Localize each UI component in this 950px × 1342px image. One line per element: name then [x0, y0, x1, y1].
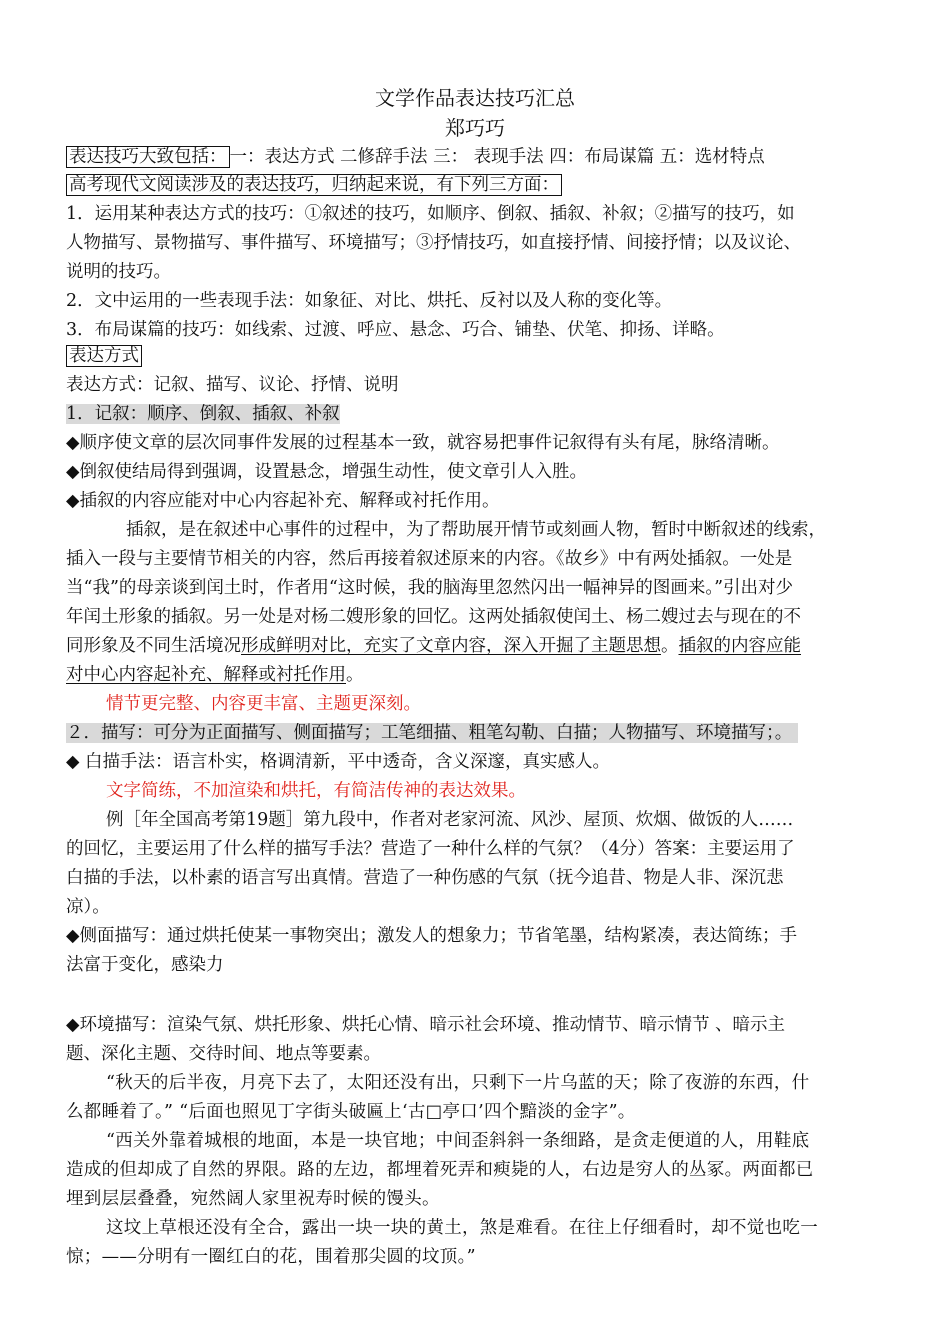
- example-line-3: 白描的手法，以朴素的语言写出真情。营造了一种伤感的气氛（抚今追昔、物是人非、深沉悲: [66, 868, 784, 888]
- insert-para-line-5: 同形象及不同生活境况形成鲜明对比，充实了文章内容，深入开掘了主题思想。插叙的内容应能: [66, 636, 801, 656]
- example-line-4: 凉）。: [66, 897, 110, 917]
- narration-bullet-1: ◆顺序使文章的层次同事件发展的过程基本一致，就容易把事件记叙得有头有尾，脉络清晰。: [66, 433, 780, 453]
- env-desc-line-2: 题、深化主题、交待时间、地点等要素。: [66, 1044, 381, 1064]
- quote-3-line-1: 这坟上草根还没有全合，露出一块一块的黄土，煞是难看。在往上仔细看时，却不觉也吃一: [106, 1218, 818, 1238]
- point-2: 2．文中运用的一些表现手法：如象征、对比、烘托、反衬以及人称的变化等。: [66, 291, 673, 311]
- insert-summary-red: 情节更完整、内容更丰富、主题更深刻。: [106, 694, 421, 714]
- gaokao-intro: 高考现代文阅读涉及的表达技巧，归纳起来说，有下列三方面：: [66, 172, 562, 198]
- narration-bullet-3: ◆插叙的内容应能对中心内容起补充、解释或衬托作用。: [66, 491, 500, 511]
- side-desc-line-1: ◆侧面描写：通过烘托使某一事物突出；激发人的想象力；节省笔墨，结构紧凑，表达简练；手: [66, 926, 797, 946]
- side-desc-line-2: 法富于变化，感染力: [66, 955, 224, 975]
- insert-para-line-4: 年闰土形象的插叙。另一处是对杨二嫂形象的回忆。这两处插叙使闰土、杨二嫂过去与现在的不: [66, 607, 801, 627]
- insert-para-line-6: 对中心内容起补充、解释或衬托作用。: [66, 665, 364, 685]
- example-line-1: 例［年全国高考第19题］第九段中，作者对老家河流、风沙、屋顶、炊烟、做饭的人……: [106, 810, 794, 830]
- example-line-2: 的回忆，主要运用了什么样的描写手法？营造了一种什么样的气氛？（4分）答案：主要运用了: [66, 839, 795, 859]
- quote-2-line-2: 造成的但却成了自然的界限。路的左边，都埋着死弄和瘐毙的人，右边是穷人的丛冢。两面都已: [66, 1160, 814, 1180]
- narration-heading: 1．记叙：顺序、倒叙、插叙、补叙: [66, 404, 340, 424]
- summary-line: [66, 144, 765, 170]
- baimiao-bullet: ◆ 白描手法：语言朴实，格调清新，平中透奇，含义深邃，真实感人。: [66, 752, 611, 772]
- insert-para-line-1: 插叙，是在叙述中心事件的过程中，为了帮助展开情节或刻画人物，暂时中断叙述的线索，: [126, 520, 826, 540]
- quote-1-line-1: “秋天的后半夜，月亮下去了，太阳还没有出，只剩下一片乌蓝的天；除了夜游的东西，什: [106, 1073, 810, 1093]
- expression-list: 表达方式：记叙、描写、议论、抒情、说明: [66, 375, 399, 395]
- quote-1-line-2: 么都睡着了。” “后面也照见丁字街头破匾上‘古□亭口’四个黯淡的金字”。: [66, 1102, 636, 1122]
- description-heading: ２．描写：可分为正面描写、侧面描写；工笔细描、粗笔勾勒、白描；人物描写、环境描写；。: [66, 720, 798, 746]
- quote-3-line-2: 惊；——分明有一圈红白的花，围着那尖圆的坟顶。”: [66, 1247, 476, 1267]
- quote-2-line-3: 埋到层层叠叠，宛然阔人家里祝寿时候的馒头。: [66, 1189, 440, 1209]
- summary-box-label: 表达技巧大致包括：: [66, 146, 230, 168]
- point-1-line-2: 人物描写、景物描写、事件描写、环境描写；③抒情技巧，如直接抒情、间接抒情；以及议论、: [66, 233, 801, 253]
- point-1-line-3: 说明的技巧。: [66, 262, 171, 282]
- point-1-line-1: 1．运用某种表达方式的技巧：①叙述的技巧，如顺序、倒叙、插叙、补叙；②描写的技巧，如: [66, 204, 795, 224]
- summary-items: 一：表达方式 二修辞手法 三： 表现手法 四：布局谋篇 五：选材特点: [229, 147, 765, 167]
- baimiao-red-note: 文字简练，不加渲染和烘托，有简洁传神的表达效果。: [106, 781, 526, 801]
- narration-bullet-2: ◆倒叙使结局得到强调，设置悬念，增强生动性，使文章引人入胜。: [66, 462, 587, 482]
- quote-2-line-1: “西关外靠着城根的地面，本是一块官地；中间歪斜斜一条细路，是贪走便道的人，用鞋底: [106, 1131, 810, 1151]
- point-3: 3．布局谋篇的技巧：如线索、过渡、呼应、悬念、巧合、铺垫、伏笔、抑扬、详略。: [66, 320, 725, 340]
- insert-para-line-3: 当“我”的母亲谈到闰土时，作者用“这时候，我的脑海里忽然闪出一幅神异的图画来。”引出对少: [66, 578, 794, 598]
- section-heading-expression: 表达方式: [66, 343, 142, 369]
- doc-title: 文学作品表达技巧汇总: [375, 86, 575, 110]
- insert-para-line-2: 插入一段与主要情节相关的内容，然后再接着叙述原来的内容。《故乡》中有两处插叙。一处是: [66, 549, 793, 569]
- doc-author: 郑巧巧: [445, 116, 505, 140]
- env-desc-line-1: ◆环境描写：渲染气氛、烘托形象、烘托心情、暗示社会环境、推动情节、暗示情节 、暗示主: [66, 1015, 786, 1035]
